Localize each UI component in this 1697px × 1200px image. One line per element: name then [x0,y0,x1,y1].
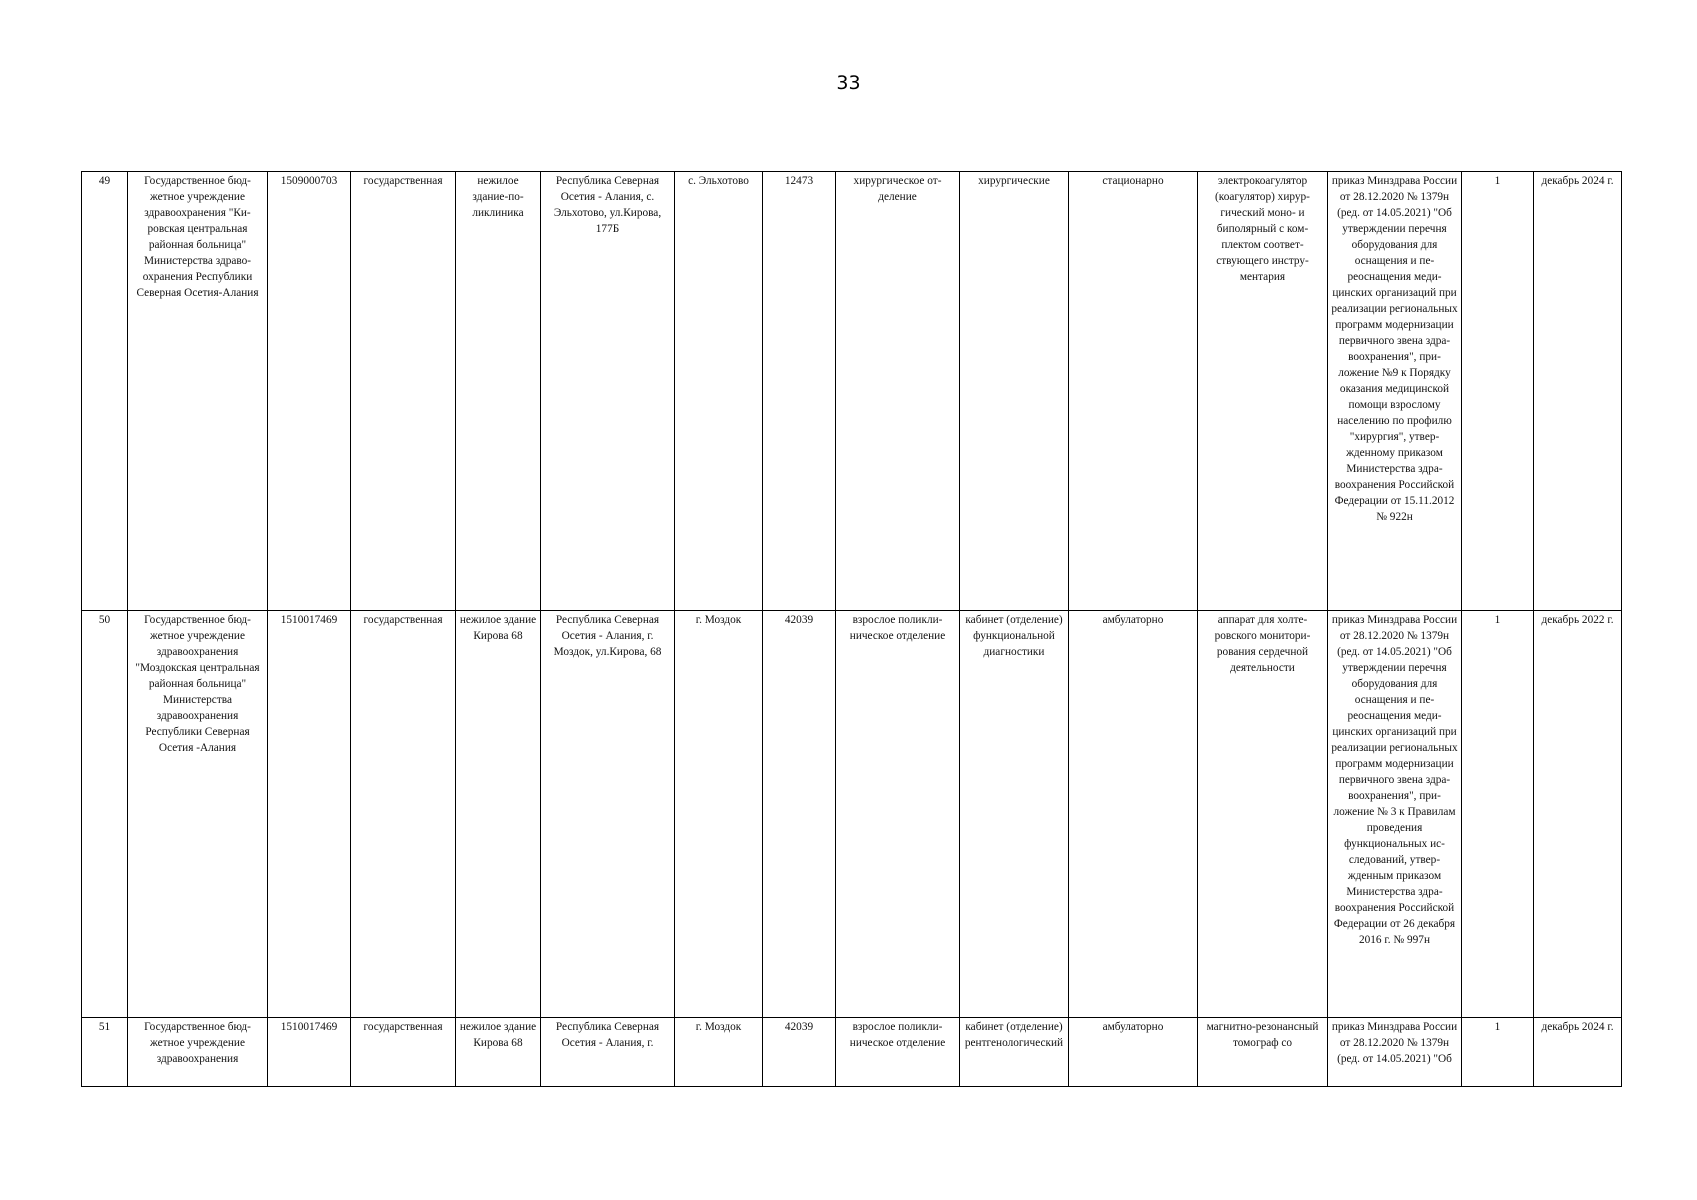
cell-row-number: 50 [82,611,128,1018]
cell-profile: кабинет (отделение) рентгенологический [960,1018,1069,1087]
cell-organization: Государственное бюджетное учреждение здравоохранения [128,1018,268,1087]
cell-row-number: 51 [82,1018,128,1087]
cell-building: нежилое здание Кирова 68 [456,1018,541,1087]
cell-code: 12473 [763,172,836,611]
cell-quantity: 1 [1462,611,1534,1018]
cell-organization: Государственное бюджетное учреждение здравоохранения "Моздокская центральная районная больница" Министерства здравоохранения Республики Северная Осетия -Алания [128,611,268,1018]
cell-legal-basis: приказ Минздрава России от 28.12.2020 № 1379н (ред. от 14.05.2021) "Об утверждении перечня оборудования для оснащения и переоснащения медицинских организаций при реализации региональных программ модернизации первичного звена здравоохранения", приложение № 3 к Правилам проведения функциональных исследований, утвержденным приказом Министерства здравоохранения Российской Федерации от 26 декабря 2016 г. № 997н [1328,611,1462,1018]
cell-quantity: 1 [1462,172,1534,611]
cell-department: взрослое поликлиническое отделение [836,1018,960,1087]
cell-row-number: 49 [82,172,128,611]
cell-inn: 1509000703 [268,172,351,611]
table-row [82,611,1622,1018]
cell-code: 42039 [763,1018,836,1087]
cell-department: хирургическое отделение [836,172,960,611]
table-row [82,172,1622,611]
cell-locality: г. Моздок [675,1018,763,1087]
cell-ownership: государственная [351,1018,456,1087]
cell-building: нежилое здание Кирова 68 [456,611,541,1018]
cell-equipment: магнитно-резонансный томограф со [1198,1018,1328,1087]
cell-locality: с. Эльхотово [675,172,763,611]
cell-organization: Государственное бюджетное учреждение здравоохранения "Кировская центральная районная больница" Министерства здравоохранения Республики Северная Осетия-Алания [128,172,268,611]
cell-profile: хирургические [960,172,1069,611]
cell-address: Республика Северная Осетия - Алания, г. Моздок, ул.Кирова, 68 [541,611,675,1018]
table-row [82,1018,1622,1087]
cell-term: декабрь 2022 г. [1534,611,1622,1018]
cell-profile: кабинет (отделение) функциональной диагностики [960,611,1069,1018]
equipment-registry-table [81,171,1622,1087]
cell-building: нежилое здание-поликлиника [456,172,541,611]
cell-inn: 1510017469 [268,1018,351,1087]
page-number: 33 [836,72,861,94]
cell-department: взрослое поликлиническое отделение [836,611,960,1018]
cell-quantity: 1 [1462,1018,1534,1087]
cell-care-form: стационарно [1069,172,1198,611]
cell-inn: 1510017469 [268,611,351,1018]
cell-care-form: амбулаторно [1069,1018,1198,1087]
cell-term: декабрь 2024 г. [1534,172,1622,611]
cell-code: 42039 [763,611,836,1018]
cell-equipment: аппарат для холтеровского мониторирования сердечной деятельности [1198,611,1328,1018]
cell-locality: г. Моздок [675,611,763,1018]
cell-ownership: государственная [351,611,456,1018]
cell-term: декабрь 2024 г. [1534,1018,1622,1087]
cell-address: Республика Северная Осетия - Алания, с. Эльхотово, ул.Кирова, 177Б [541,172,675,611]
cell-equipment: электрокоагулятор (коагулятор) хирургический моно- и биполярный с комплектом соответствующего инструментария [1198,172,1328,611]
cell-ownership: государственная [351,172,456,611]
cell-care-form: амбулаторно [1069,611,1198,1018]
cell-address: Республика Северная Осетия - Алания, г. [541,1018,675,1087]
cell-legal-basis: приказ Минздрава России от 28.12.2020 № 1379н (ред. от 14.05.2021) "Об [1328,1018,1462,1087]
cell-legal-basis: приказ Минздрава России от 28.12.2020 № 1379н (ред. от 14.05.2021) "Об утверждении перечня оборудования для оснащения и переоснащения медицинских организаций при реализации региональных программ модернизации первичного звена здравоохранения", приложение №9 к Порядку оказания медицинской помощи взрослому населению по профилю "хирургия", утвержденному приказом Министерства здравоохранения Российской Федерации от 15.11.2012 № 922н [1328,172,1462,611]
